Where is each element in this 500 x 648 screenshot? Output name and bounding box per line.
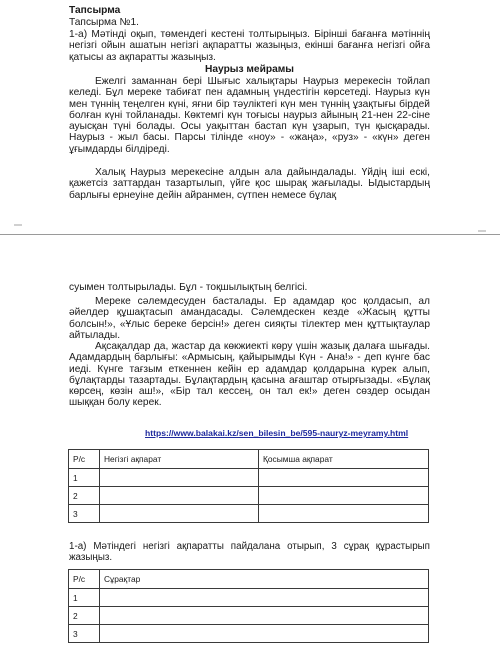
table-header: Сұрақтар (100, 570, 429, 589)
question-cell[interactable] (100, 625, 429, 643)
scan-mark (14, 224, 22, 226)
paragraph-3: Мереке сәлемдесуден басталады. Ер адамдар қос қолдасып, ал әйелдер құшақтасып амандасады. Сәлемдескен кезде «Жасың құтты болсын!», «Ұлыс береке берсін!» деген сияқты тілектер мен құттықтаулар айтылады. (69, 296, 430, 341)
main-info-cell[interactable] (100, 469, 259, 487)
table-row (69, 607, 429, 625)
task-2-instruction: 1-а) Мәтіндегі негізгі ақпаратты пайдалана отырып, 3 сұрақ құрастырып жазыңыз. (69, 541, 430, 564)
table-header: Р/с (69, 570, 100, 589)
extra-info-cell[interactable] (259, 505, 429, 523)
table-row (69, 589, 429, 607)
task-instruction: 1-а) Мәтінді оқып, төмендегі кестені толтырыңыз. Бірінші бағанға мәтіннің негізгі ойын ашатын негізгі ақпаратты жазыңыз, екінші бағанға негізгі ойға қатысы аз ақпаратты жазыңыз. (69, 29, 430, 63)
question-cell[interactable] (100, 607, 429, 625)
paragraph-1: Ежелгі заманнан бері Шығыс халықтары Наурыз мерекесін тойлап келеді. Бұл мереке табиғат пен адамның үндестігін көрсетеді. Наурыз күн мен түннің теңелген күні, яғни бір тәуліктегі күн мен түннің ұзақтығы бірдей болған күні тойланады. Көктемгі күн тоғысы наурыз айының 21-нен 22-сіне ауысқан түні болады. Осы уақыттан бастап күн ұзарып, түн қысқарады. Наурыз - жыл басы. Парсы тілінде «ноу» - «жаңа», «руз» - «күн» деген ұғымдарды білдіреді. (69, 76, 430, 155)
table-row (69, 625, 429, 643)
row-number: 3 (69, 625, 100, 643)
row-number: 2 (69, 607, 100, 625)
extra-info-cell[interactable] (259, 469, 429, 487)
text-title: Наурыз мейрамы (205, 64, 294, 75)
table-row (69, 487, 429, 505)
table-header: Негізгі ақпарат (100, 450, 259, 469)
paragraph-4: Ақсақалдар да, жастар да көкжиекті көру үшін жазық далаға шығады. Адамдардың барлығы: «Армысың, қайырымды Күн - Ана!» - деп күнге бас иеді. Күнге тағзым еткеннен кейін ер адамдар қолдарына күрек алып, бұлақтарды тазартады. Бұлақтардың қасына ағаштар отырғызады. «Бұлақ көрсең, көзін аш!», «Бір тал кессең, он тал ек!» деген сөздер осыдан шыққан болу керек. (69, 341, 430, 409)
document-page-1 (0, 0, 500, 232)
table-header: Р/с (69, 450, 100, 469)
page-divider (0, 234, 500, 235)
questions-table (68, 569, 429, 643)
source-link[interactable]: https://www.balakai.kz/sen_bilesin_be/595-nauryz-meyramy.html (145, 428, 409, 438)
task-number: Тапсырма №1. (69, 17, 139, 28)
info-table (68, 449, 429, 523)
page-gap (0, 232, 500, 262)
main-info-cell[interactable] (100, 487, 259, 505)
table-header: Қосымша ақпарат (259, 450, 429, 469)
table-row (69, 469, 429, 487)
row-number: 2 (69, 487, 100, 505)
table-row (69, 505, 429, 523)
main-info-cell[interactable] (100, 505, 259, 523)
scan-mark (478, 230, 486, 232)
continuation-line: суымен толтырылады. Бұл - тоқшылықтың белгісі. (69, 282, 308, 293)
question-cell[interactable] (100, 589, 429, 607)
heading: Тапсырма (69, 5, 121, 16)
row-number: 1 (69, 589, 100, 607)
row-number: 1 (69, 469, 100, 487)
paragraph-2: Халық Наурыз мерекесіне алдын ала дайындалады. Үйдің іші ескі, қажетсіз заттардан тазартылып, үйге қос шырақ жағылады. Ыдыстардың барлығы ернеуіне дейін айранмен, сүтпен немесе бұлақ (69, 167, 430, 201)
extra-info-cell[interactable] (259, 487, 429, 505)
row-number: 3 (69, 505, 100, 523)
